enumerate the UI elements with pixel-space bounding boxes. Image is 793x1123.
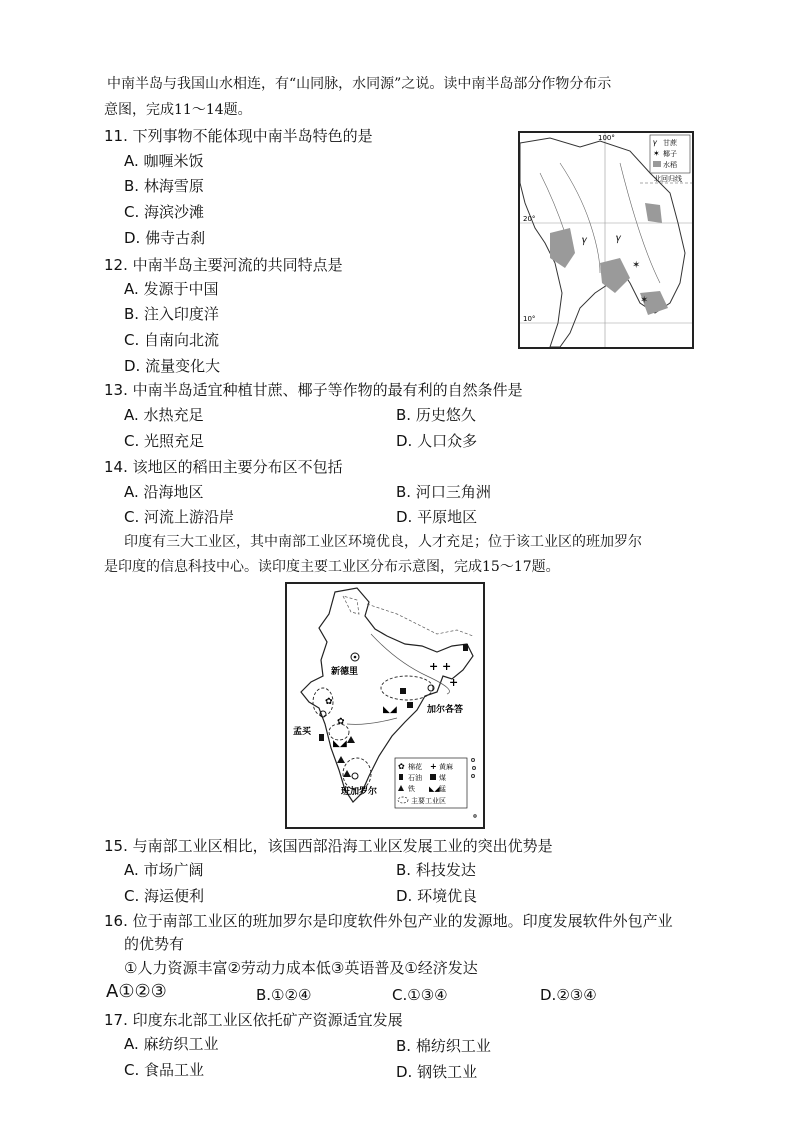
- rice-area: [645, 203, 662, 223]
- legend-rice: 水稻: [663, 161, 677, 169]
- legend-iron: 铁: [408, 785, 415, 793]
- q15-option-a[interactable]: A. 市场广阔: [124, 861, 204, 879]
- svg-text:◣◢: ◣◢: [429, 785, 440, 793]
- iron-icon: [337, 756, 345, 763]
- manganese-icon: ◣◢: [383, 705, 397, 715]
- q15-option-c[interactable]: C. 海运便利: [124, 887, 205, 905]
- sugarcane-icon: 𝛾: [582, 235, 588, 246]
- q16-option-a[interactable]: A①②③: [106, 981, 167, 1002]
- q13-option-a[interactable]: A. 水热充足: [124, 406, 204, 424]
- q12-option-d[interactable]: D. 流量变化大: [124, 357, 221, 375]
- q16-option-d[interactable]: D.②③④: [540, 986, 597, 1004]
- question-15-stem: 15. 与南部工业区相比，该国西部沿海工业区发展工业的突出优势是: [104, 837, 553, 855]
- q16-statements: ①人力资源丰富②劳动力成本低③英语普及①经济发达: [124, 959, 478, 977]
- coconut-icon: ✶: [653, 149, 660, 158]
- q11-option-c[interactable]: C. 海滨沙滩: [124, 203, 205, 221]
- question-14-stem: 14. 该地区的稻田主要分布区不包括: [104, 458, 343, 476]
- q12-option-c[interactable]: C. 自南向北流: [124, 331, 220, 349]
- q12-option-b[interactable]: B. 注入印度洋: [124, 305, 219, 323]
- legend-jute: 黄麻: [439, 763, 453, 771]
- latitude-20-label: 20°: [523, 215, 536, 223]
- city-kolkata: 加尔各答: [427, 705, 464, 715]
- q12-option-a[interactable]: A. 发源于中国: [124, 280, 219, 298]
- iron-icon: [343, 770, 351, 777]
- oil-icon: [319, 734, 324, 741]
- q16-option-c[interactable]: C.①③④: [392, 986, 448, 1004]
- manganese-icon: ◣◢: [333, 739, 347, 749]
- jute-icon: +: [430, 761, 437, 771]
- coconut-icon: ✶: [640, 295, 649, 306]
- legend-oil: 石油: [408, 774, 422, 782]
- longitude-label: 100°: [598, 134, 615, 142]
- jute-icon: +: [442, 660, 452, 673]
- city-bangalore: 班加罗尔: [341, 787, 378, 797]
- q15-option-b[interactable]: B. 科技发达: [396, 861, 476, 879]
- question-16-stem-line-1: 16. 位于南部工业区的班加罗尔是印度软件外包产业的发源地。印度发展软件外包产业: [104, 912, 673, 930]
- q16-option-b[interactable]: B.①②④: [256, 986, 312, 1004]
- india-map-svg: [287, 584, 483, 827]
- northeast-industrial-region: [381, 676, 433, 700]
- q13-option-c[interactable]: C. 光照充足: [124, 432, 205, 450]
- oil-icon: [463, 644, 468, 651]
- q11-option-a[interactable]: A. 咖喱米饭: [124, 152, 204, 170]
- jute-icon: +: [449, 676, 459, 689]
- indochina-crop-map: [518, 131, 694, 349]
- question-13-stem: 13. 中南半岛适宜种植甘蔗、椰子等作物的最有利的自然条件是: [104, 381, 523, 399]
- iron-icon: [347, 736, 355, 743]
- q14-option-a[interactable]: A. 沿海地区: [124, 483, 204, 501]
- q17-option-d[interactable]: D. 钢铁工业: [396, 1063, 478, 1081]
- q15-option-d[interactable]: D. 环境优良: [396, 887, 478, 905]
- legend-manganese: 锰: [439, 785, 446, 793]
- q11-option-b[interactable]: B. 林海雪原: [124, 177, 204, 195]
- passage-2-line-1: 印度有三大工业区，其中南部工业区环境优良，人才充足；位于该工业区的班加罗尔: [124, 534, 642, 550]
- legend-coconut: 椰子: [663, 150, 677, 158]
- city-new-delhi: 新德里: [331, 667, 359, 677]
- tropic-label: 北回归线: [654, 175, 682, 183]
- q14-option-b[interactable]: B. 河口三角洲: [396, 483, 491, 501]
- legend-cotton: 棉花: [408, 763, 422, 771]
- latitude-10-label: 10°: [523, 315, 536, 323]
- legend-sugarcane: 甘蔗: [663, 139, 677, 147]
- sugarcane-icon: 𝛾: [616, 233, 622, 244]
- q14-option-c[interactable]: C. 河流上游沿岸: [124, 508, 235, 526]
- indochina-map-svg: [520, 133, 692, 347]
- question-11-stem: 11. 下列事物不能体现中南半岛特色的是: [104, 127, 373, 145]
- jute-icon: +: [429, 660, 439, 673]
- legend-industrial-region: 主要工业区: [411, 797, 446, 805]
- q17-option-a[interactable]: A. 麻纺织工业: [124, 1035, 219, 1053]
- cotton-icon: ✿: [337, 717, 345, 727]
- q14-option-d[interactable]: D. 平原地区: [396, 508, 478, 526]
- q13-option-b[interactable]: B. 历史悠久: [396, 406, 476, 424]
- question-12-stem: 12. 中南半岛主要河流的共同特点是: [104, 256, 343, 274]
- rice-area: [600, 258, 630, 293]
- passage-1-line-2: 意图，完成11～14题。: [104, 102, 252, 118]
- cotton-icon: ✿: [398, 762, 405, 771]
- q17-option-c[interactable]: C. 食品工业: [124, 1061, 205, 1079]
- coal-icon: [400, 688, 406, 694]
- question-17-stem: 17. 印度东北部工业区依托矿产资源适宜发展: [104, 1011, 403, 1029]
- question-16-stem-line-2: 的优势有: [124, 935, 185, 953]
- city-mumbai: 孟买: [293, 727, 312, 737]
- coal-icon: [407, 702, 413, 708]
- rice-area: [550, 228, 575, 268]
- q11-option-d[interactable]: D. 佛寺古刹: [124, 229, 206, 247]
- legend-coal: 煤: [439, 774, 446, 782]
- passage-1-line-1: 中南半岛与我国山水相连，有“山同脉，水同源”之说。读中南半岛部分作物分布示: [107, 76, 612, 92]
- passage-2-line-2: 是印度的信息科技中心。读印度主要工业区分布示意图，完成15～17题。: [104, 559, 560, 575]
- sugarcane-icon: 𝛾: [653, 138, 658, 147]
- coconut-icon: ✶: [632, 260, 641, 271]
- q13-option-d[interactable]: D. 人口众多: [396, 432, 478, 450]
- cotton-icon: ✿: [325, 697, 333, 707]
- q17-option-b[interactable]: B. 棉纺织工业: [396, 1037, 491, 1055]
- india-industry-map: [285, 582, 485, 829]
